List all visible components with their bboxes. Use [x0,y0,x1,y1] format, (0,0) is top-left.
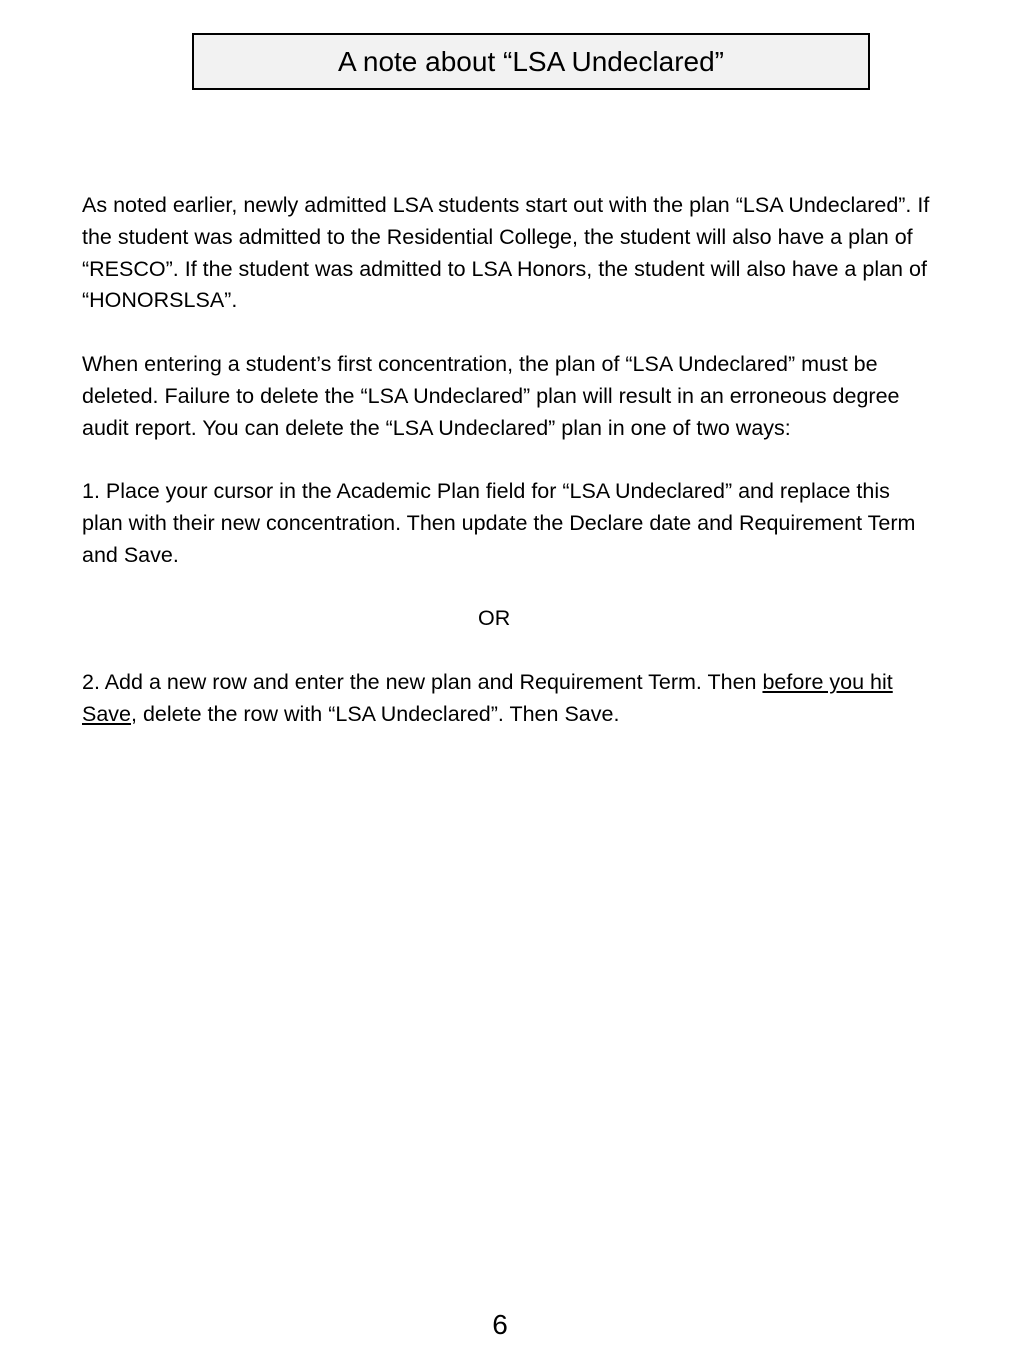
paragraph-spacer [82,572,932,604]
option-two-text-end: , delete the row with “LSA Undeclared”. Then Save. [131,701,620,726]
or-separator: OR [478,606,511,631]
option-two-emphasis: before you hit Save [82,669,893,726]
paragraph-spacer [82,635,932,667]
paragraph-intro: As noted earlier, newly admitted LSA students start out with the plan “LSA Undeclared”. If the student was admitted to the Residential College, the student will also have a plan of “RESCO”. If the student was admitted to LSA Honors, the student will also have a plan of “HONORSLSA”. [82,193,930,313]
paragraph-option-two [82,667,932,731]
paragraph-spacer [82,444,932,476]
paragraph-deletion-requirement: When entering a student’s first concentration, the plan of “LSA Undeclared” must be deleted. Failure to delete the “LSA Undeclared” plan will result in an erroneous degree audit report. You can delete the “LSA Undeclared” plan in one of two ways: [82,351,900,440]
slide-title-box [192,33,870,90]
option-two-text-start: 2. Add a new row and enter the new plan and Requirement Term. Then [82,669,763,694]
paragraph-spacer [82,317,932,349]
slide-title: A note about “LSA Undeclared” [337,45,725,77]
paragraph-option-one: 1. Place your cursor in the Academic Plan field for “LSA Undeclared” and replace this plan with their new concentration. Then update the Declare date and Requirement Term and Save. [82,479,916,567]
body-text [82,190,932,731]
page-number: 6 [492,1309,508,1340]
